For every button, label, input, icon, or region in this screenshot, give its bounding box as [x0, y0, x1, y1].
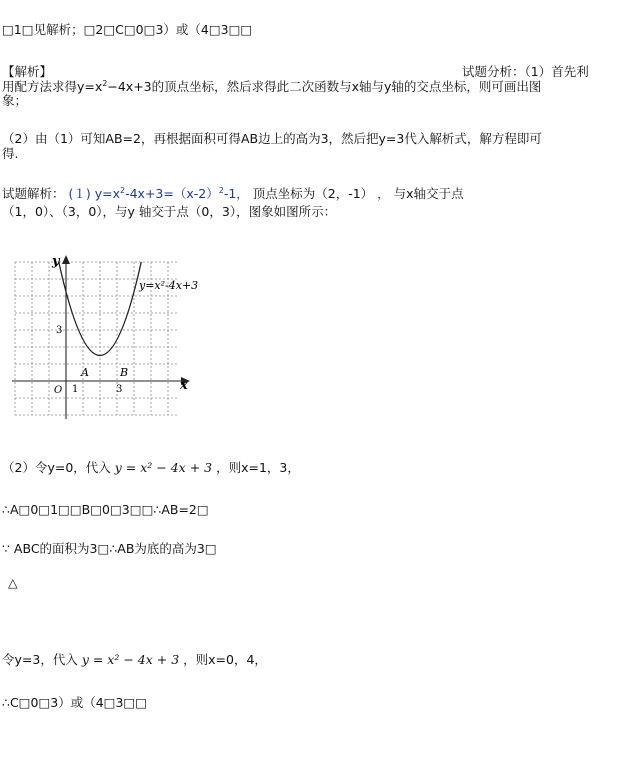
solution-eq-pre: (１) y=x — [68, 186, 120, 201]
solution-vertex: 顶点坐标为（2，-1） — [252, 186, 374, 201]
analysis-part2-line1: （2）由（1）可知AB=2，再根据面积可得AB边上的高为3，然后把y=3代入解析式，解方程即可 — [2, 131, 542, 146]
final-answer: ∴C□0□3）或（4□3□□ — [2, 695, 148, 710]
analysis-line1-post: −4x+3的顶点坐标，然后求得此二次函数与x轴与y轴的交点坐标，则可画出图 — [107, 79, 542, 94]
curve-label: y=x²-4x+3 — [139, 279, 199, 292]
part2-expr-2: y = x² − 4x + 3 — [81, 652, 180, 667]
x-axis-label: x — [180, 378, 188, 393]
point-a-label: A — [81, 366, 89, 379]
solution-eq-mid: -4x+3=（x-2） — [125, 186, 219, 201]
parabola-graph — [10, 252, 205, 424]
solution-label: 试题解析： — [2, 186, 65, 201]
part2-expr: y = x² − 4x + 3 — [114, 460, 213, 475]
analysis-label: 试题分析：（1）首先利 — [462, 64, 589, 79]
part2-ab-line: ∴A□0□1□□B□0□3□□∴AB=2□ — [2, 502, 209, 517]
part2-let-y3 — [2, 652, 267, 667]
part2-let-y0-pre: （2）令y=0，代入 — [2, 460, 111, 475]
solution-eq-sup2: 2 — [218, 186, 224, 195]
part2-let-y0 — [2, 460, 300, 475]
solution-eq-sup1: 2 — [120, 186, 126, 195]
y-axis-arrow — [62, 255, 70, 264]
analysis-part2-line2: 得. — [2, 146, 19, 161]
part2-let-y3-post: ，则x=0，4， — [183, 652, 267, 667]
analysis-line1-sup: 2 — [102, 79, 108, 88]
solution-line2: （1，0）、（3，0），与y 轴交于点（0，3），图象如图所示： — [2, 204, 337, 219]
origin-label: O — [54, 385, 63, 396]
answer-line: □1□见解析；□2□C□0□3）或（4□3□□ — [2, 22, 253, 37]
analysis-tag: 【解析】 — [2, 64, 53, 79]
tick-x3: 3 — [116, 384, 123, 395]
analysis-line1 — [2, 79, 541, 94]
tick-y3: 3 — [56, 325, 63, 336]
parabola-curve — [59, 262, 141, 356]
analysis-line1-pre: 用配方法求得y=x — [2, 79, 103, 94]
solution-eq-post: -1， — [223, 186, 249, 201]
part2-let-y0-post: ，则x=1，3， — [216, 460, 300, 475]
solution-line1 — [2, 186, 464, 201]
tick-x1: 1 — [72, 384, 79, 395]
part2-let-y3-pre: 令y=3，代入 — [2, 652, 78, 667]
triangle-symbol: △ — [8, 575, 18, 590]
point-b-label: B — [120, 366, 129, 379]
solution-sep: ， — [377, 186, 390, 201]
solution-xaxis: 与x轴交于点 — [393, 186, 464, 201]
part2-area-line: ∵ ABC的面积为3□∴AB为底的高为3□ — [2, 541, 217, 556]
solution-equation — [69, 186, 249, 201]
y-axis-label: y — [52, 254, 60, 269]
analysis-line2: 象； — [2, 93, 28, 108]
